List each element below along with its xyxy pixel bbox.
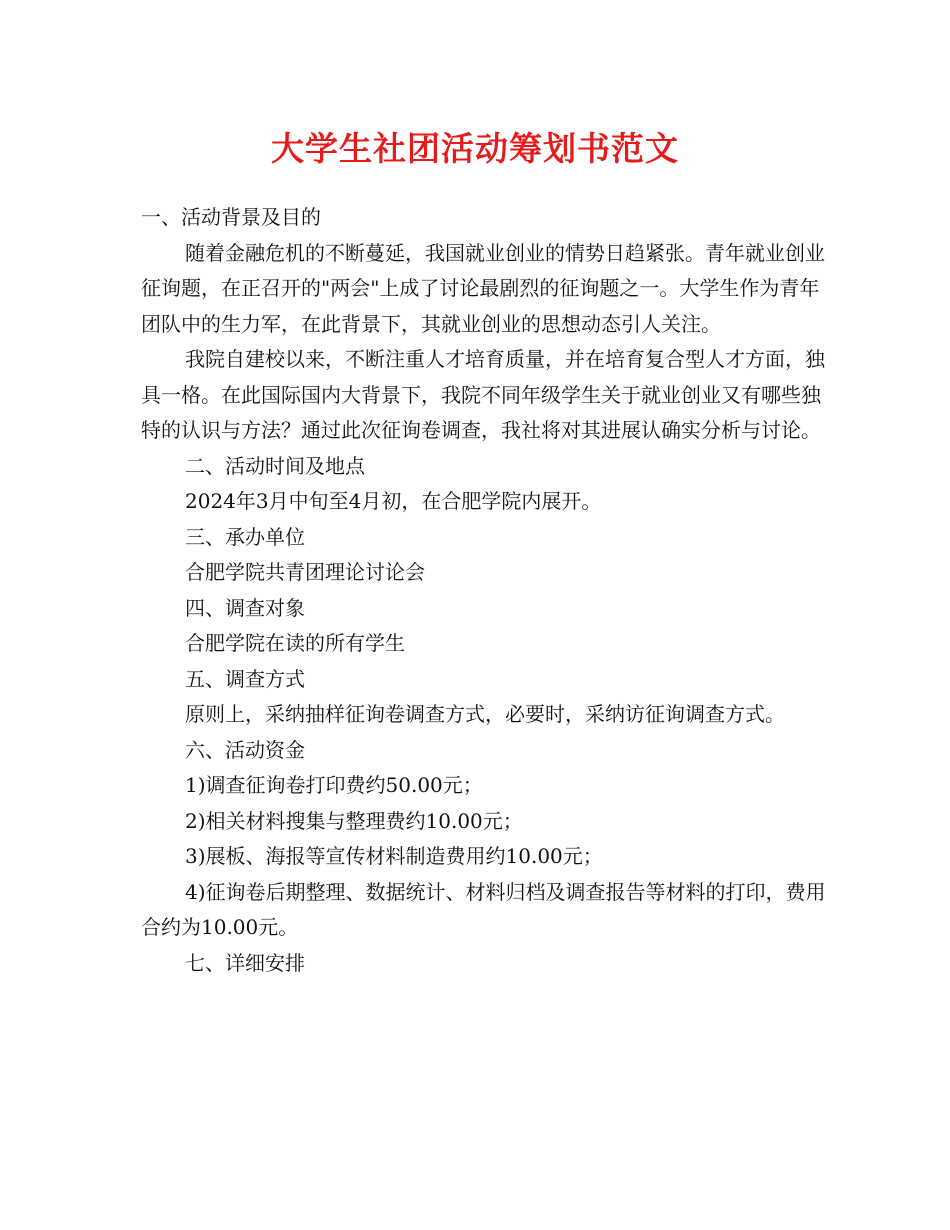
paragraph-background-2: 我院自建校以来，不断注重人才培育质量，并在培育复合型人才方面，独具一格。在此国际国内大背景下，我院不同年级学生关于就业创业又有哪些独特的认识与方法？通过此次征询卷调查，我社将对其进展认确实分析与讨论。	[141, 347, 825, 442]
paragraph-background-1: 随着金融危机的不断蔓延，我国就业创业的情势日趋紧张。青年就业创业征询题，在正召开的"两会"上成了讨论最剧烈的征询题之一。大学生作为青年团队中的生力军，在此背景下，其就业创业的思想动态引人关注。	[141, 240, 825, 336]
section-heading-subjects: 四、调查对象	[185, 595, 305, 620]
section-heading-organizer: 三、承办单位	[185, 524, 305, 549]
funding-item-1: 1)调查征询卷打印费约50.00元；	[185, 773, 483, 797]
funding-item-2: 2)相关材料搜集与整理费约10.00元；	[185, 808, 523, 833]
section-heading-schedule: 七、详细安排	[185, 950, 305, 975]
document-title: 大学生社团活动筹划书范文	[271, 129, 679, 168]
paragraph-method: 原则上，采纳抽样征询卷调查方式，必要时，采纳访征询调查方式。	[185, 702, 785, 726]
funding-item-3: 3)展板、海报等宣传材料制造费用约10.00元；	[185, 844, 603, 868]
section-heading-funding: 六、活动资金	[185, 737, 305, 762]
paragraph-subjects: 合肥学院在读的所有学生	[185, 631, 405, 655]
funding-item-4: 4)征询卷后期整理、数据统计、材料归档及调查报告等材料的打印，费用合约为10.00元。	[141, 879, 826, 939]
paragraph-organizer: 合肥学院共青团理论讨论会	[185, 560, 425, 584]
document-body	[141, 200, 831, 981]
section-heading-time-place: 二、活动时间及地点	[185, 453, 365, 478]
section-heading-background: 一、活动背景及目的	[141, 205, 321, 229]
paragraph-time-place: 2024年3月中旬至4月初，在合肥学院内展开。	[185, 489, 602, 513]
section-heading-method: 五、调查方式	[185, 666, 305, 691]
